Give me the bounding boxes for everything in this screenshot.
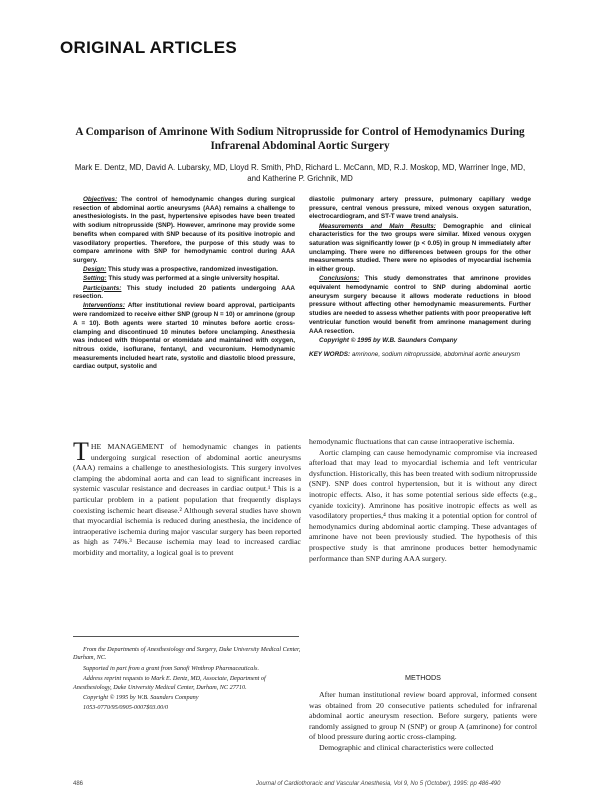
abstract-participants	[73, 285, 295, 302]
abstract-setting	[73, 275, 295, 284]
body-left-column	[73, 437, 301, 559]
interventions-text: After institutional review board approval, participants were randomized to receive either SNP (group N = 10) or amrinone (group A = 10). Both agents were started 10 minutes before aortic cross-clamping and discontinued 10 minutes before unclamping. Anesthesia was induced with thiopental or etomidate and maintained with oxygen, nitrous oxide, isoflurane, fentanyl, and vecuronium. Hemodynamic measurements included heart rate, systolic and diastolic blood pressure, cardiac output, systolic and	[73, 302, 295, 371]
body-right-column	[309, 437, 537, 564]
section-header: ORIGINAL ARTICLES	[60, 38, 237, 57]
participants-text: This study included 20 patients undergoing AAA resection.	[73, 284, 296, 301]
footnote-support: Supported in part from a grant from Sanofi Winthrop Pharmaceuticals.	[83, 664, 259, 672]
methods-heading: METHODS	[405, 673, 441, 682]
abstract-continuation: diastolic pulmonary artery pressure, pulmonary capillary wedge pressure, central venous pressure, mixed venous oxygen saturation, electrocardiogram, and ST-T wave trend analysis.	[309, 196, 531, 221]
abstract-copyright: Copyright © 1995 by W.B. Saunders Company	[319, 336, 458, 344]
design-text: This study was a prospective, randomized investigation.	[108, 266, 278, 274]
abstract-design	[73, 266, 295, 275]
abstract-interventions	[73, 302, 295, 372]
keywords-text: amrinone, sodium nitroprusside, abdominal aortic aneurysm	[351, 351, 521, 359]
conclusions-text: This study demonstrates that amrinone provides equivalent hemodynamic control to SNP during abdominal aortic aneurysm surgery because it allows moderate reductions in blood pressure without affecting other hemodynamic measurements. Further studies are needed to assess whether patients with poor preoperative left ventricular function would benefit from amrinone management during AAA resection.	[309, 275, 531, 335]
right-paragraph-2: Aortic clamping can cause hemodynamic compromise via increased afterload that may lead to myocardial ischemia and left ventricular dysfunction. Historically, this has been treated with sodium nitroprusside (SNP). SNP does control hypertension, but it is without any direct inotropic effects. Also, it has some potential serious side effects (e.g., cyanide toxicity). Amrinone has positive inotropic effects as well as vasodilatory properties,⁴ thus making it a potential option for control of hemodynamics during abdominal aortic clamping. These advantages of amrinone have not been previously studied. The hypothesis of this prospective study is that amrinone produces better hemodynamic performance than SNP during AAA surgery.	[309, 447, 537, 563]
keywords	[309, 351, 531, 360]
abstract-conclusions	[309, 275, 531, 336]
methods-paragraph-2: Demographic and clinical characteristics were collected	[319, 742, 494, 752]
footnote-divider	[73, 636, 299, 637]
footnote-issn: 1053-0770/95/0905-0007$03.00/0	[83, 704, 169, 712]
intro-text: HE MANAGEMENT of hemodynamic changes in patients undergoing surgical resection of abdominal aortic aneurysms (AAA) remains a challenge to anesthesiologists. This surgery involves clamping the abdominal aorta and can lead to significant increases in systemic vascular resistance and decreases in cardiac output.¹ This is a particular problem in a patient population that frequently displays coexisting ischemic heart disease.² Although several studies have shown that myocardial ischemia is reduced during anesthesia, the incidence of intraoperative ischemia during major vascular surgery has been reported as high as 74%.³ Because ischemia may lead to increased cardiac morbidity and mortality, a logical goal is to prevent	[73, 442, 301, 557]
keywords-label: KEY WORDS:	[309, 351, 351, 359]
drop-cap: T	[73, 437, 89, 466]
footnote-affiliation: From the Departments of Anesthesiology and Surgery, Duke University Medical Center, Durham, NC.	[73, 646, 301, 662]
objectives-text: The control of hemodynamic changes during surgical resection of abdominal aortic aneurysms (AAA) remains a challenge to anesthesiologists. In the past, hypertensive episodes have been treated with sodium nitroprusside (SNP). However, amrinone may provide some benefits when compared with SNP because of its positive inotropic and vasodilatory properties. Therefore, the purpose of this study was to compare amrinone with SNP for hemodynamic control during AAA surgery.	[73, 196, 295, 264]
journal-citation: Journal of Cardiothoracic and Vascular Anesthesia, Vol 9, No 5 (October), 1995: pp 486-490	[256, 781, 501, 787]
footnotes	[73, 646, 301, 715]
footnote-copyright: Copyright © 1995 by W.B. Saunders Company	[83, 694, 199, 702]
setting-label: Setting:	[83, 275, 107, 283]
abstract-left-column	[73, 196, 295, 373]
methods-column	[309, 690, 537, 754]
design-label: Design:	[83, 266, 107, 274]
conclusions-label: Conclusions:	[319, 275, 360, 283]
article-title: A Comparison of Amrinone With Sodium Nitroprusside for Control of Hemodynamics During Infrarenal Abdominal Aortic Surgery	[75, 126, 525, 152]
results-label: Measurements and Main Results:	[319, 222, 436, 230]
interventions-label: Interventions:	[83, 302, 125, 310]
results-text: Demographic and clinical characteristics for the two groups were similar. Mixed venous oxygen saturation was significantly lower (p < 0.05) in group N immediately after unclamping. There were no differences between groups for the other measurements studied. There were no episodes of myocardial ischemia in either group.	[309, 222, 531, 274]
author-list: Mark E. Dentz, MD, David A. Lubarsky, MD, Lloyd R. Smith, PhD, Richard L. McCann, MD, R.J. Moskop, MD, Warriner Inge, MD, and Katherine P. Grichnik, MD	[74, 163, 526, 183]
page-number: 486	[73, 781, 84, 787]
abstract-objectives	[73, 196, 295, 266]
participants-label: Participants:	[83, 284, 122, 292]
abstract-right-column	[309, 196, 531, 361]
abstract-results	[309, 223, 531, 275]
setting-text: This study was performed at a single university hospital.	[108, 275, 280, 283]
right-paragraph-1: hemodynamic fluctuations that can cause intraoperative ischemia.	[309, 437, 515, 446]
methods-paragraph-1: After human institutional review board approval, informed consent was obtained from 20 consecutive patients scheduled for infrarenal abdominal aortic aneurysm resection. Before surgery, patients were randomly assigned to group N (SNP) or group A (amrinone) for control of blood pressure during aortic cross-clamping.	[309, 690, 537, 742]
footnote-reprints: Address reprint requests to Mark E. Dentz, MD, Associate, Department of Anesthesiology, Duke University Medical Center, Durham, NC 27710.	[73, 675, 266, 691]
intro-paragraph	[73, 437, 301, 559]
objectives-label: Objectives:	[83, 196, 118, 203]
